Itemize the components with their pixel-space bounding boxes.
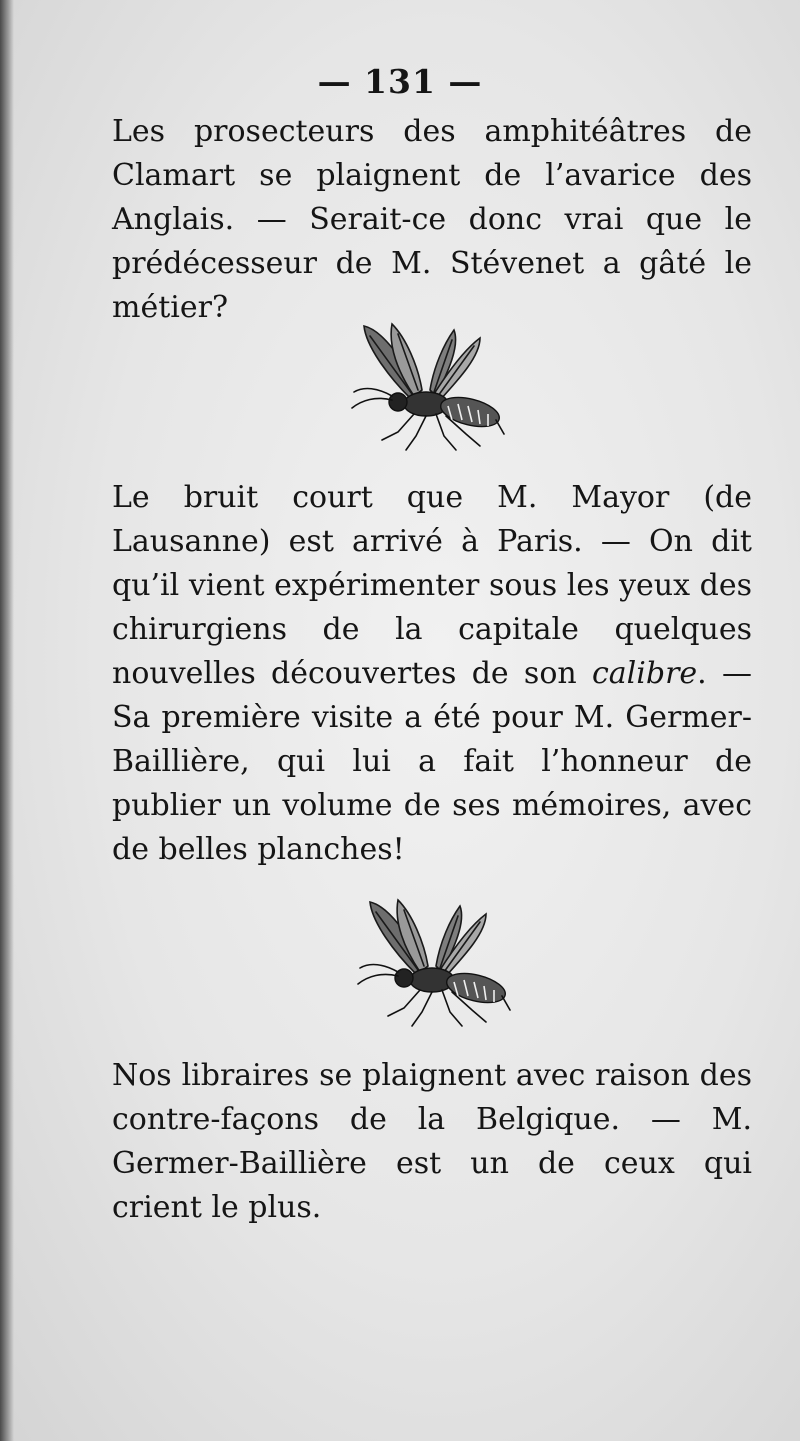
paragraph-libraires <box>112 1054 752 1230</box>
paragraph-text: Les prosecteurs des amphitéâtres de Clamart se plaignent de l’avarice des Anglais. — Serait-ce donc vrai que le prédécesseur de M. Stévenet a gâté le métier? <box>112 114 752 325</box>
paragraph-text-before: Le bruit court que M. Mayor (de Lausanne) est arrivé à Paris. — On dit qu’il vient expérimenter sous les yeux des chirurgiens de la capitale quelques nouvelles découvertes de son <box>112 480 752 691</box>
paragraph-italic-word: calibre <box>591 656 698 691</box>
paragraph-text-after: . — Sa première visite a été pour M. Germer-Baillière, qui lui a fait l’honneur de publier un volume de ses mémoires, avec de belles planches! <box>112 656 752 867</box>
page-binding-shadow <box>0 0 14 1441</box>
wasp-icon <box>354 892 514 1032</box>
paragraph-prosecteurs <box>112 110 752 330</box>
paragraph-text: Nos libraires se plaignent avec raison des contre-façons de la Belgique. — M. Germer-Baillière est un de ceux qui crient le plus. <box>112 1058 752 1225</box>
wasp-icon <box>348 316 508 456</box>
paragraph-mayor <box>112 476 752 872</box>
page-number: — 131 — <box>317 62 483 101</box>
